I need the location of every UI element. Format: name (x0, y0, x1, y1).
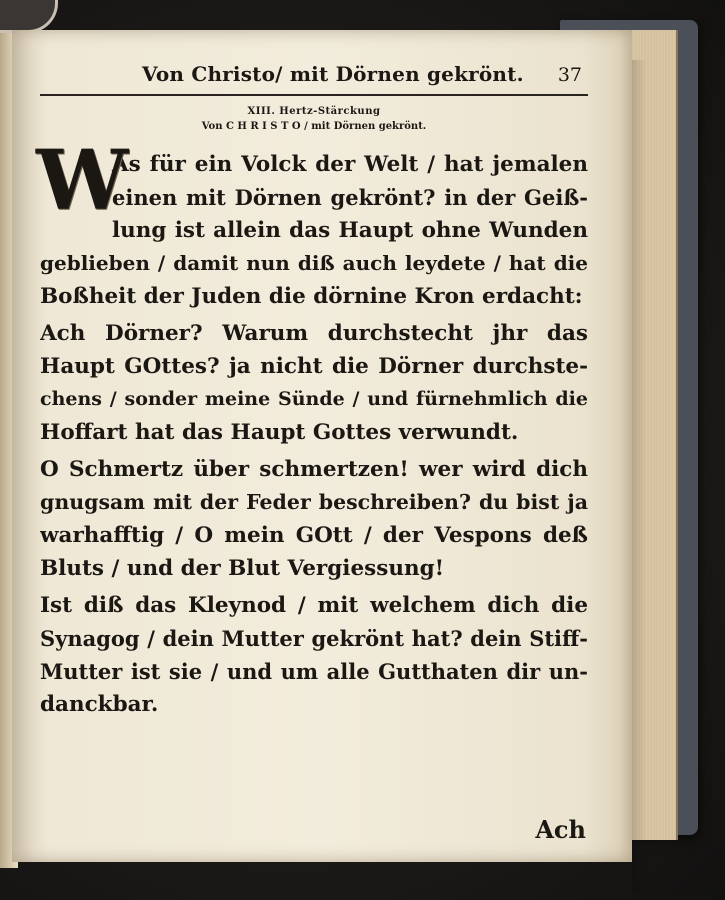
text-line: chens / sonder meine Sünde / und fürnehmlich die (40, 388, 588, 410)
running-head (40, 60, 588, 96)
section-heading: XIII. Hertz-Stärckung (247, 106, 381, 117)
text-line: lung ist allein das Haupt ohne Wunden (112, 218, 588, 243)
text-line: Bluts / und der Blut Vergiessung! (40, 556, 445, 581)
paragraph-2 (40, 317, 588, 449)
text-line: Hoffart hat das Haupt Gottes verwundt. (40, 420, 519, 445)
text-line: gnugsam mit der Feder beschreiben? du bist ja (40, 490, 588, 514)
text-line: Haupt GOttes? ja nicht die Dörner durchste- (40, 354, 588, 379)
text-line: Ist diß das Kleynod / mit welchem dich die (40, 593, 588, 618)
section-subheading: Von C H R I S T O / mit Dörnen gekrönt. (201, 121, 427, 132)
catchword: Ach (535, 815, 586, 844)
running-head-title: Von Christo/ mit Dörnen gekrönt. (142, 62, 524, 86)
text-line: einen mit Dörnen gekrönt? in der Geiß- (112, 185, 588, 210)
book-page (12, 30, 632, 862)
text-line: geblieben / damit nun diß auch leydete / hat die (40, 251, 588, 275)
text-line: Ach Dörner? Warum durchstecht jhr das (40, 321, 588, 346)
text-line: O Schmertz über schmertzen! wer wird dich (40, 457, 588, 482)
text-line: Synagog / dein Mutter gekrönt hat? dein Stiff- (40, 626, 588, 651)
text-line: warhafftig / O mein GOtt / der Vespons deß (40, 523, 588, 548)
text-line: Boßheit der Juden die dörnine Kron erdacht: (40, 284, 583, 309)
clip-icon (0, 0, 58, 33)
text-line: danckbar. (40, 692, 159, 717)
decorated-initial: W (36, 133, 129, 229)
page-text (36, 60, 588, 844)
paragraph-3 (40, 453, 588, 585)
paragraph-1 (36, 133, 588, 313)
text-line: Mutter ist sie / und um alle Gutthaten dir un- (40, 659, 588, 684)
page-gutter-shadow (632, 60, 646, 892)
page-number: 37 (557, 64, 582, 86)
text-line: As für ein Volck der Welt / hat jemalen (112, 152, 588, 177)
paragraph-4 (40, 589, 588, 721)
